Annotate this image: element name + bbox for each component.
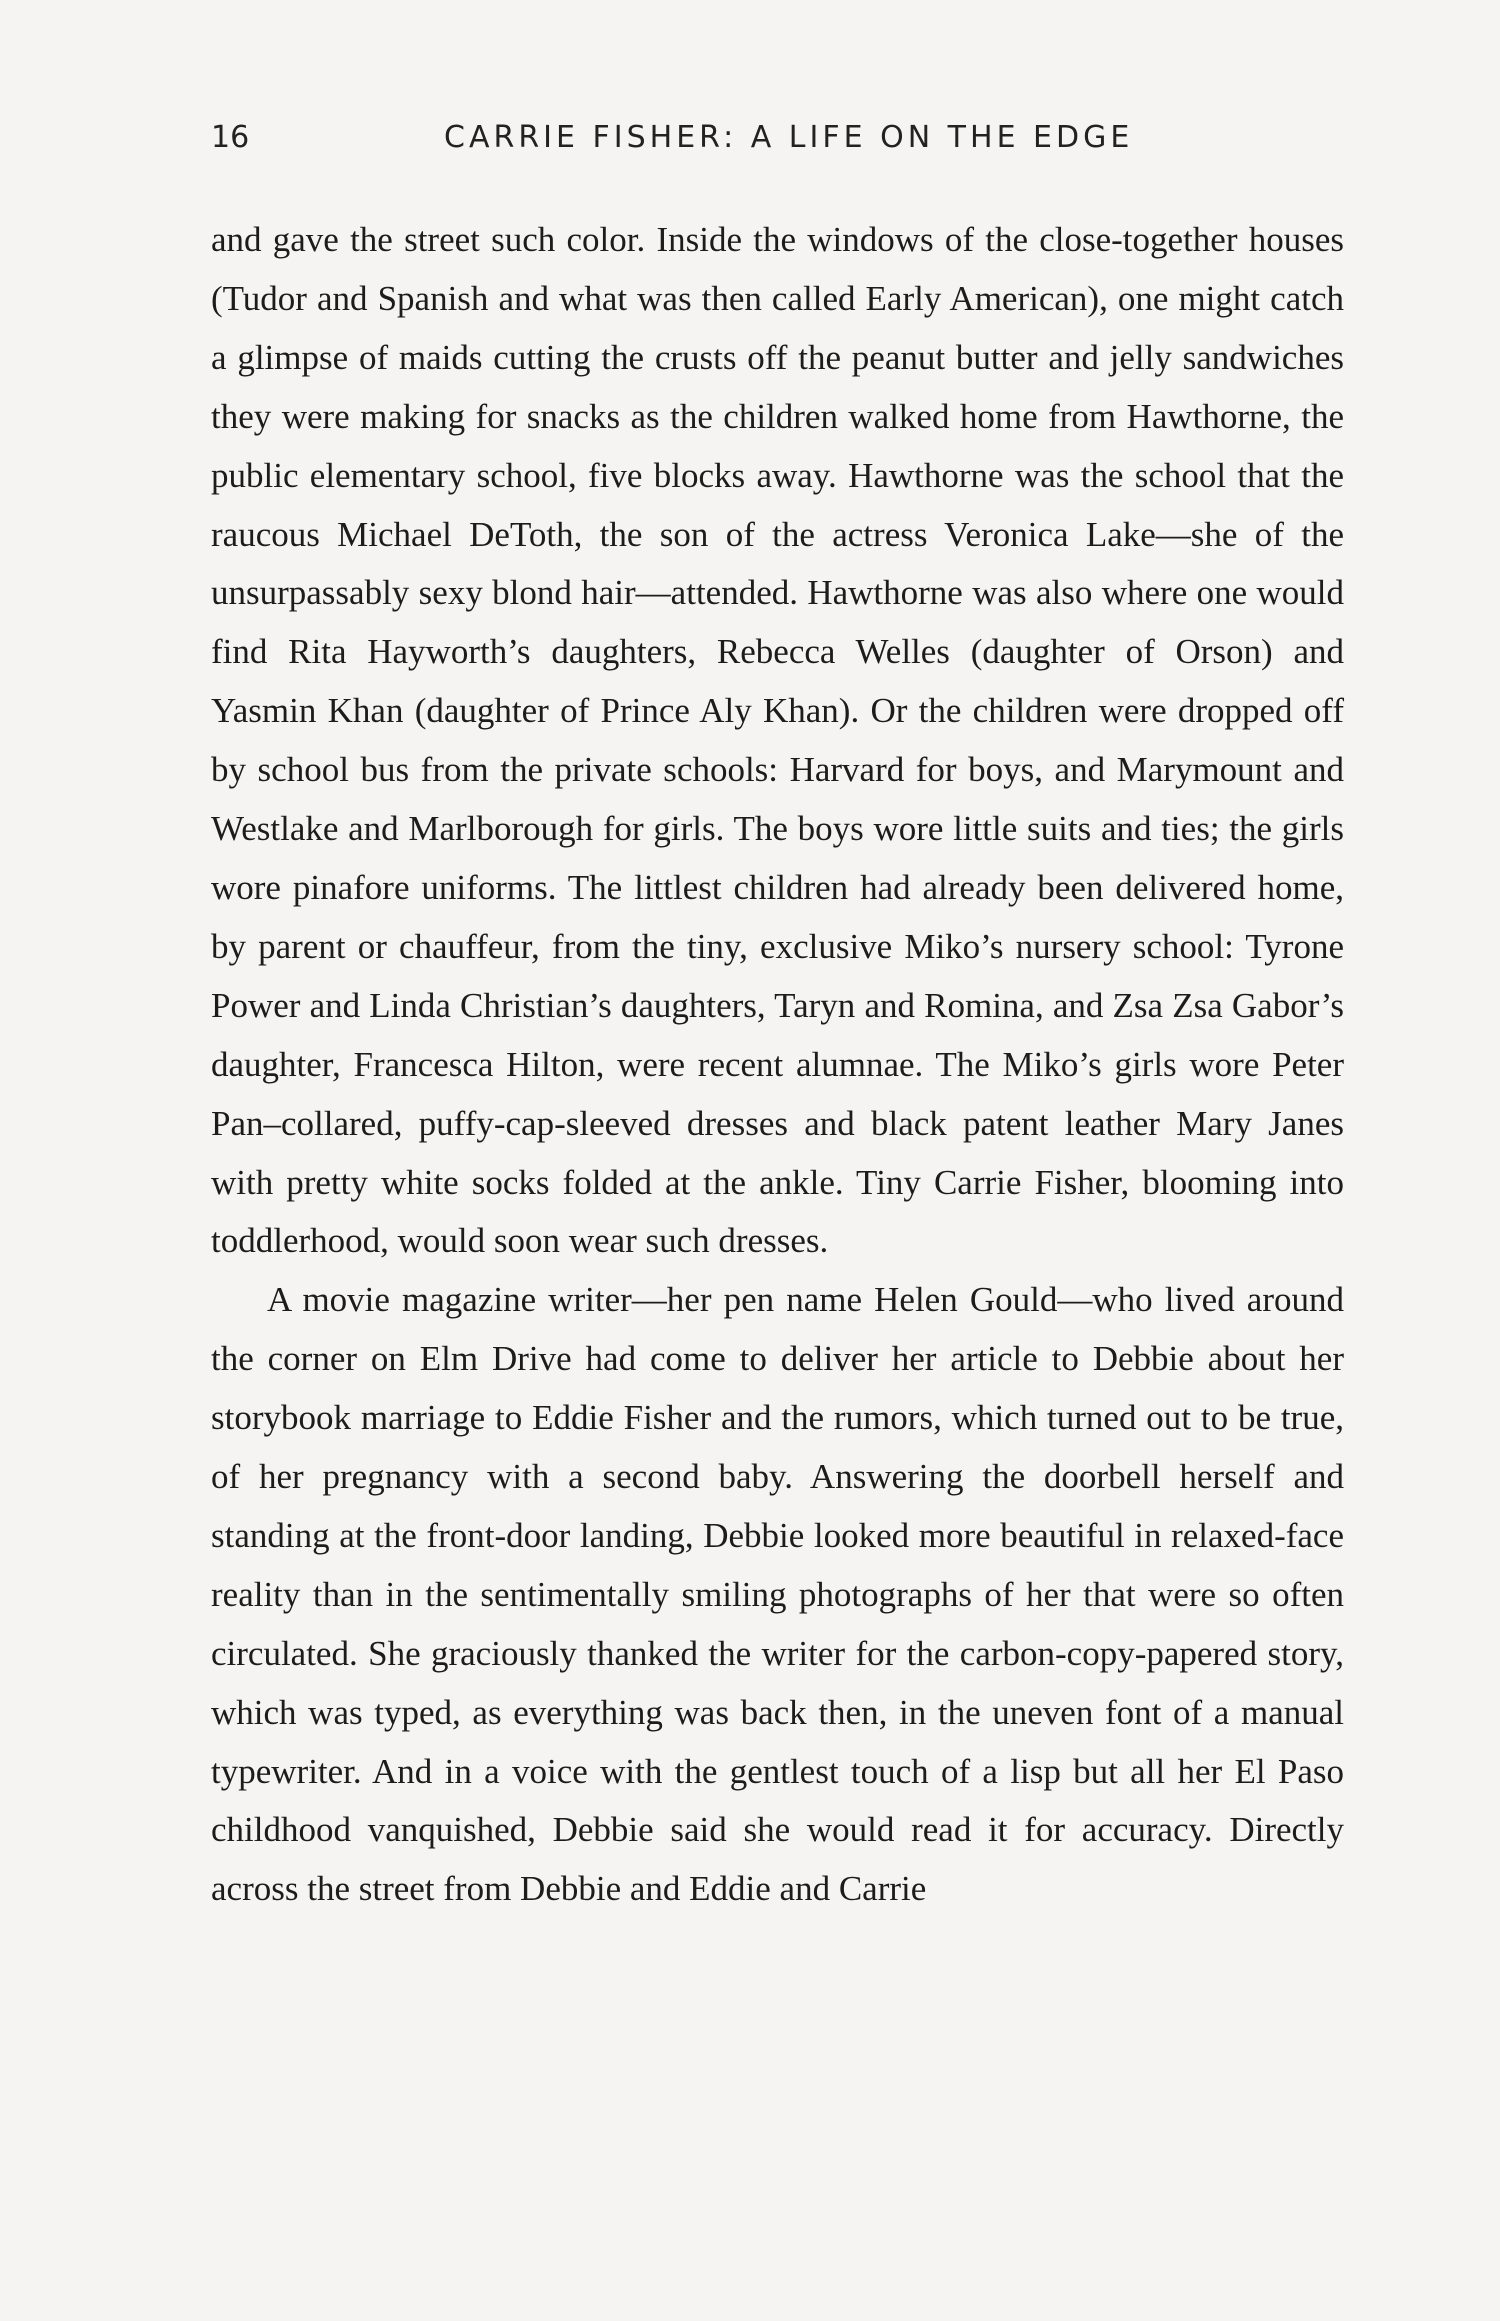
page-number: 16 [211, 120, 250, 155]
body-text [211, 211, 1344, 1919]
book-title: CARRIE FISHER: A LIFE ON THE EDGE [444, 120, 1134, 155]
running-head [211, 116, 1341, 166]
paragraph-1: and gave the street such color. Inside the windows of the close-together houses (Tudor and Spanish and what was then called Early American), one might catch a glimpse of maids cutting the crusts off the peanut butter and jelly sandwiches they were making for snacks as the children walked home from Hawthorne, the public elementary school, five blocks away. Hawthorne was the school that the raucous Michael DeToth, the son of the actress Veronica Lake—she of the unsurpassably sexy blond hair—attended. Hawthorne was also where one would find Rita Hayworth’s daughters, Rebecca Welles (daughter of Orson) and Yasmin Khan (daughter of Prince Aly Khan). Or the children were dropped off by school bus from the private schools: Harvard for boys, and Marymount and Westlake and Marlborough for girls. The boys wore little suits and ties; the girls wore pinafore uniforms. The littlest children had already been delivered home, by parent or chauffeur, from the tiny, exclusive Miko’s nursery school: Tyrone Power and Linda Christian’s daughters, Taryn and Romina, and Zsa Zsa Gabor’s daughter, Francesca Hilton, were recent alumnae. The Miko’s girls wore Peter Pan–collared, puffy-cap-sleeved dresses and black patent leather Mary Janes with pretty white socks folded at the ankle. Tiny Carrie Fisher, blooming into toddlerhood, would soon wear such dresses. [211, 220, 1344, 1261]
paragraph-2: A movie magazine writer—her pen name Helen Gould—who lived around the corner on Elm Drive had come to deliver her article to Debbie about her storybook marriage to Eddie Fisher and the rumors, which turned out to be true, of her pregnancy with a second baby. Answering the doorbell herself and standing at the front-door landing, Debbie looked more beautiful in relaxed-face reality than in the sentimentally smiling photographs of her that were so often circulated. She graciously thanked the writer for the carbon-copy-papered story, which was typed, as everything was back then, in the uneven font of a manual typewriter. And in a voice with the gentlest touch of a lisp but all her El Paso childhood vanquished, Debbie said she would read it for accuracy. Directly across the street from Debbie and Eddie and Carrie [211, 1280, 1344, 1909]
